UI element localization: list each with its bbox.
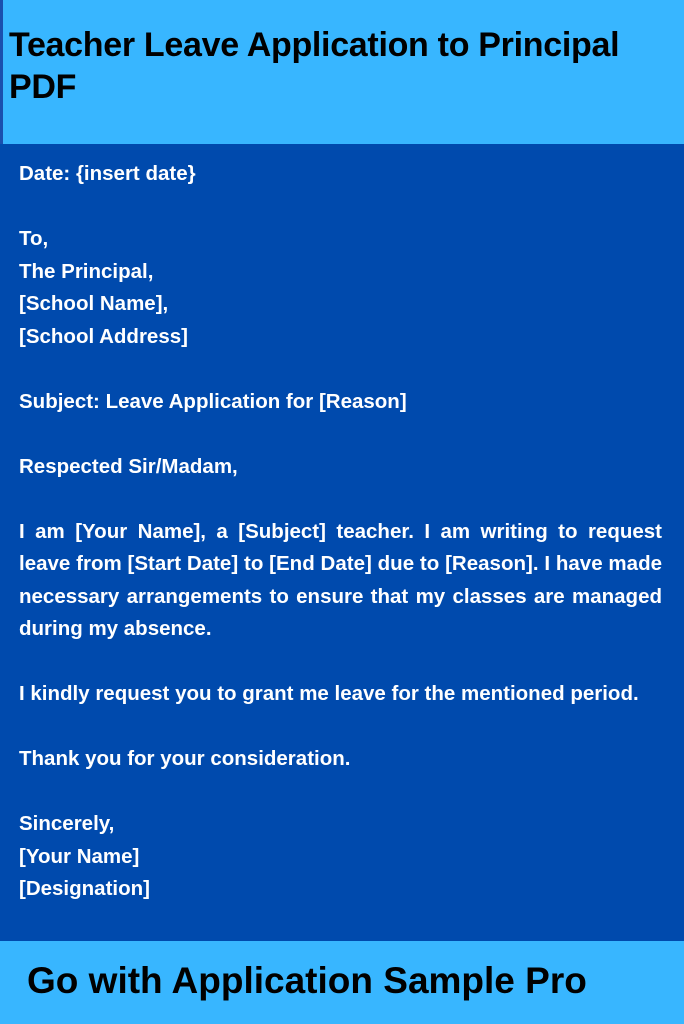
subject-line: Subject: Leave Application for [Reason] <box>19 389 407 413</box>
thanks-line: Thank you for your consideration. <box>19 747 351 770</box>
salutation: Respected Sir/Madam, <box>19 454 238 478</box>
recipient-school-address: [School Address] <box>19 324 188 348</box>
recipient-to: To, <box>19 227 49 250</box>
page-title: Teacher Leave Application to Principal PDF <box>9 26 620 106</box>
footer-brand-text: Go with Application Sample Pro <box>27 960 587 1001</box>
letter-body <box>19 158 662 938</box>
recipient-principal: The Principal, <box>19 259 154 283</box>
closing-sincerely: Sincerely, <box>19 812 115 835</box>
date-line: Date: {insert date} <box>19 162 196 185</box>
closing-block <box>19 808 662 906</box>
body-paragraph-1: I am [Your Name], a [Subject] teacher. I am writing to request leave from [Start Date] to [End Date] due to [Reason]. I have made necessary arrangements to ensure that my classes are managed during my absence. <box>19 519 662 640</box>
letter-panel <box>0 144 684 941</box>
footer-banner <box>0 941 684 1024</box>
closing-designation: [Designation] <box>19 877 150 900</box>
closing-name: [Your Name] <box>19 844 140 868</box>
body-paragraph-2: I kindly request you to grant me leave for the mentioned period. <box>19 682 639 705</box>
header-banner <box>0 0 684 144</box>
recipient-school-name: [School Name], <box>19 292 169 315</box>
recipient-block <box>19 223 662 353</box>
